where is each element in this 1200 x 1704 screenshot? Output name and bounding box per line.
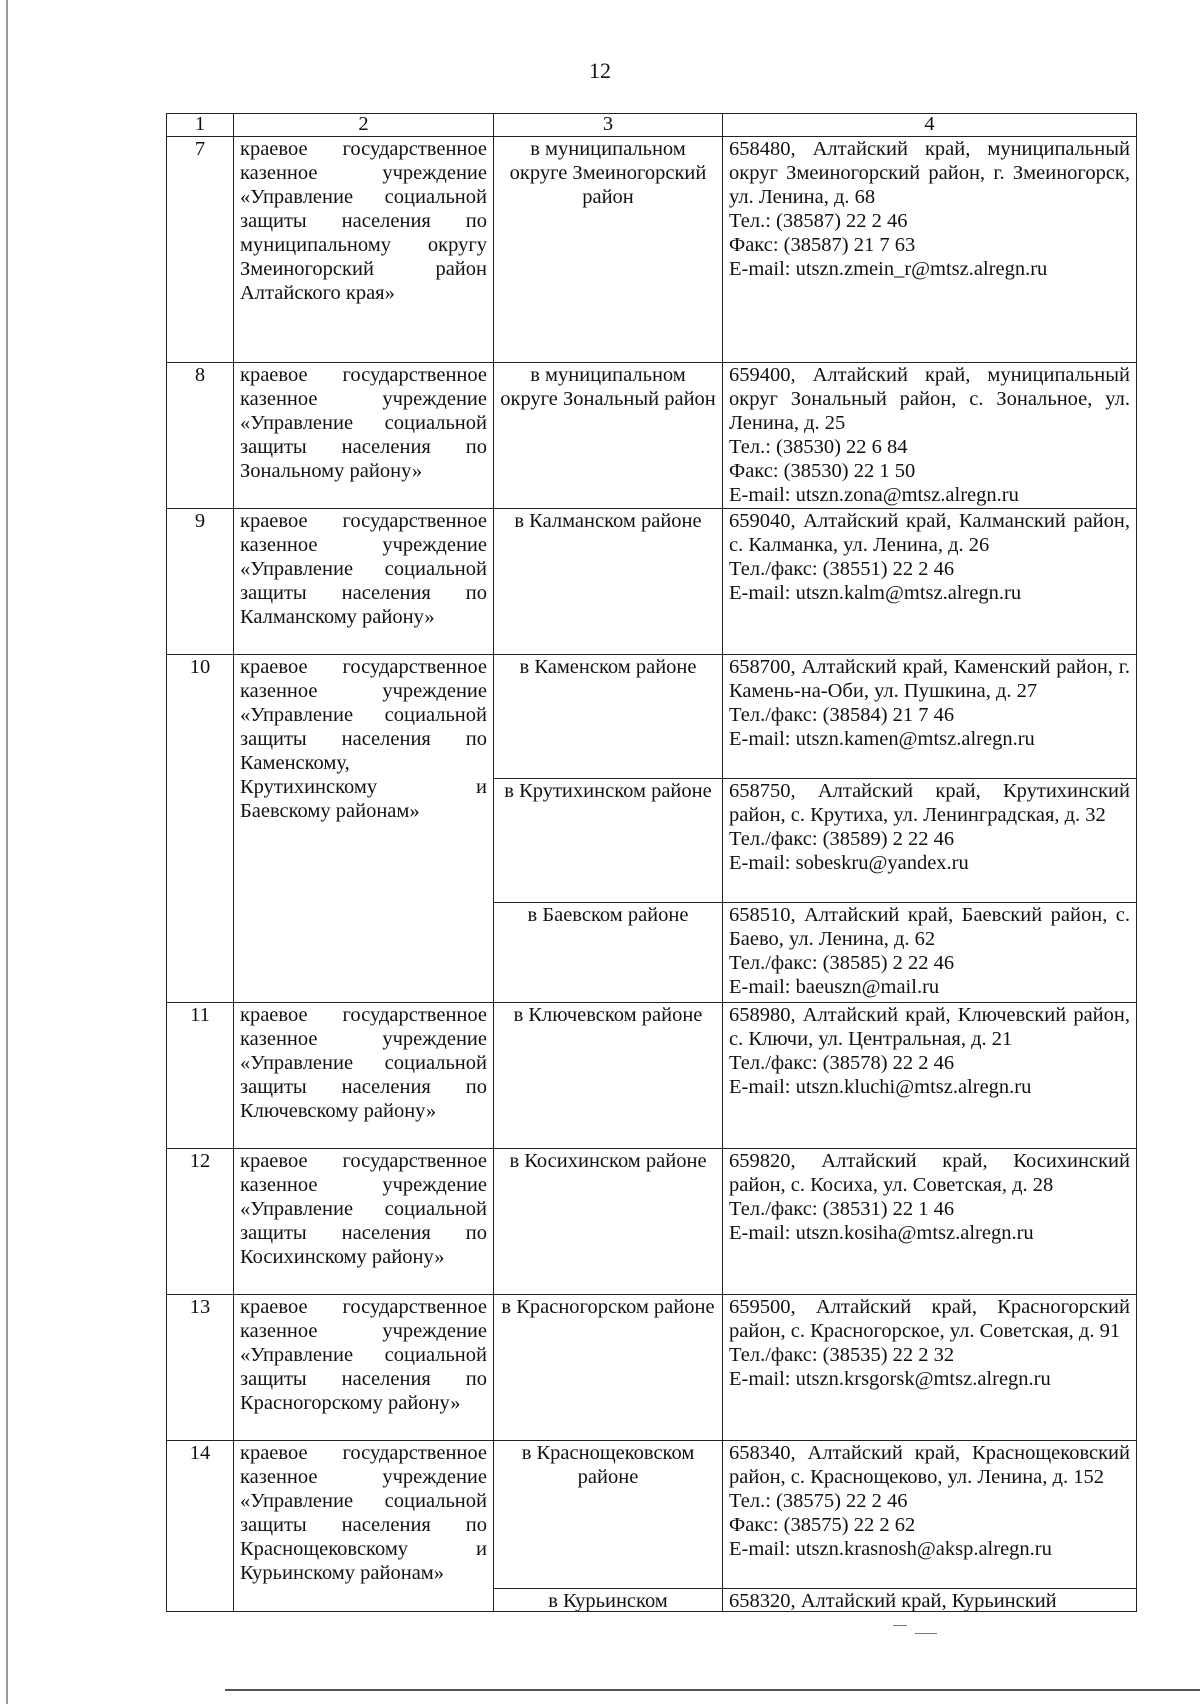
location-cell	[494, 1003, 723, 1149]
location-text: в Ключевском районе	[513, 1004, 703, 1026]
phone-text: Тел./факс: (38531) 22 1 46	[729, 1198, 955, 1220]
contact-cell	[723, 1589, 1137, 1612]
scan-speck	[915, 1633, 937, 1634]
contact-cell	[723, 779, 1137, 903]
phone-text: Тел.: (38530) 22 6 84	[729, 436, 908, 458]
contact-cell	[723, 363, 1137, 509]
fax-text: Факс: (38530) 22 1 50	[729, 460, 916, 482]
row-number-cell: 10	[167, 655, 234, 1003]
contact-cell	[723, 1003, 1137, 1149]
table-row	[167, 1295, 1137, 1441]
contact-lines	[729, 137, 1130, 281]
contact-cell	[723, 1295, 1137, 1441]
contact-lines	[729, 1589, 1130, 1611]
email-text: E-mail: sobeskru@yandex.ru	[729, 852, 969, 874]
location-text: в Краснощековском районе	[521, 1442, 695, 1488]
location-cell	[494, 1589, 723, 1612]
address-text: 659500, Алтайский край, Красногорский район, с. Красногорское, ул. Советская, д. 91	[729, 1296, 1130, 1342]
row-number-cell: 11	[167, 1003, 234, 1149]
left-margin-rule	[6, 0, 8, 1704]
contact-lines	[729, 655, 1130, 751]
email-text: E-mail: baeuszn@mail.ru	[729, 976, 940, 998]
contact-cell	[723, 1149, 1137, 1295]
address-text: 658980, Алтайский край, Ключевский район, с. Ключи, ул. Центральная, д. 21	[729, 1004, 1130, 1050]
location-cell	[494, 1441, 723, 1589]
email-text: E-mail: utszn.zmein_r@mtsz.alregn.ru	[729, 258, 1048, 280]
scan-speck	[893, 1625, 907, 1626]
table-row	[167, 363, 1137, 509]
address-text: 658480, Алтайский край, муниципальный округ Змеиногорский район, г. Змеиногорск, ул. Ленина, д. 68	[729, 138, 1130, 208]
email-text: E-mail: utszn.kalm@mtsz.alregn.ru	[729, 582, 1022, 604]
phone-text: Тел./факс: (38578) 22 2 46	[729, 1052, 955, 1074]
header-cell: 3	[494, 114, 723, 137]
contact-lines	[729, 363, 1130, 507]
address-text: 659400, Алтайский край, муниципальный округ Зональный район, с. Зональное, ул. Ленина, д. 25	[729, 364, 1130, 434]
fax-text: Факс: (38575) 22 2 62	[729, 1514, 916, 1536]
email-text: E-mail: utszn.krasnosh@aksp.alregn.ru	[729, 1538, 1052, 1560]
organization-cell: краевое государственное казенное учреждение «Управление социальной защиты населения по муниципальному округу Змеиногорский район Алтайского края»	[234, 137, 494, 363]
organization-cell: краевое государственное казенное учреждение «Управление социальной защиты населения по Косихинскому району»	[234, 1149, 494, 1295]
organization-cell: краевое государственное казенное учреждение «Управление социальной защиты населения по Ключевскому району»	[234, 1003, 494, 1149]
contact-cell	[723, 1441, 1137, 1589]
organization-cell: краевое государственное казенное учреждение «Управление социальной защиты населения по Калманскому району»	[234, 509, 494, 655]
row-number-cell: 13	[167, 1295, 234, 1441]
phone-text: Тел.: (38587) 22 2 46	[729, 210, 908, 232]
location-text: в Калманском районе	[514, 510, 702, 532]
organization-cell: краевое государственное казенное учреждение «Управление социальной защиты населения по Красногорскому району»	[234, 1295, 494, 1441]
location-text: в муниципальном округе Змеиногорский район	[509, 138, 707, 208]
address-text: 658750, Алтайский край, Крутихинский район, с. Крутиха, ул. Ленинградская, д. 32	[729, 780, 1130, 826]
location-cell	[494, 1149, 723, 1295]
contact-cell	[723, 655, 1137, 779]
contact-lines	[729, 509, 1130, 605]
contact-cell	[723, 137, 1137, 363]
contact-lines	[729, 779, 1130, 875]
bottom-rule	[225, 1689, 1200, 1691]
location-text: в Каменском районе	[519, 656, 697, 678]
organization-cell: краевое государственное казенное учреждение «Управление социальной защиты населения по Каменскому, Крутихинскому и Баевскому районам»	[234, 655, 494, 1003]
phone-text: Тел./факс: (38551) 22 2 46	[729, 558, 955, 580]
location-text: в Красногорском районе	[501, 1296, 715, 1318]
contact-lines	[729, 1441, 1130, 1561]
header-cell: 2	[234, 114, 494, 137]
fax-text: Факс: (38587) 21 7 63	[729, 234, 916, 256]
location-text: в Косихинском районе	[509, 1150, 707, 1172]
table-header-row	[167, 114, 1137, 137]
table-row	[167, 509, 1137, 655]
address-text: 658510, Алтайский край, Баевский район, с. Баево, ул. Ленина, д. 62	[729, 904, 1130, 950]
location-cell	[494, 779, 723, 903]
location-text: в Баевском районе	[527, 904, 689, 926]
contact-lines	[729, 1295, 1130, 1391]
location-cell	[494, 509, 723, 655]
location-text: в Курьинском	[548, 1590, 668, 1611]
contact-lines	[729, 1003, 1130, 1099]
organization-cell: краевое государственное казенное учреждение «Управление социальной защиты населения по Краснощековскому и Курьинскому районам»	[234, 1441, 494, 1612]
address-text: 659040, Алтайский край, Калманский район, с. Калманка, ул. Ленина, д. 26	[729, 510, 1130, 556]
page-number: 12	[589, 58, 611, 83]
contact-cell	[723, 903, 1137, 1003]
email-text: E-mail: utszn.kluchi@mtsz.alregn.ru	[729, 1076, 1032, 1098]
table-row	[167, 1441, 1137, 1589]
header-cell: 4	[723, 114, 1137, 137]
location-text: в муниципальном округе Зональный район	[500, 364, 716, 410]
organization-cell: краевое государственное казенное учреждение «Управление социальной защиты населения по Зональному району»	[234, 363, 494, 509]
address-text: 658340, Алтайский край, Краснощековский район, с. Краснощеково, ул. Ленина, д. 152	[729, 1442, 1130, 1488]
row-number-cell: 8	[167, 363, 234, 509]
phone-text: Тел./факс: (38585) 2 22 46	[729, 952, 955, 974]
email-text: E-mail: utszn.zona@mtsz.alregn.ru	[729, 484, 1019, 506]
table-body	[167, 137, 1137, 1612]
address-text: 658320, Алтайский край, Курьинский	[729, 1590, 1057, 1611]
location-cell	[494, 1295, 723, 1441]
location-cell	[494, 137, 723, 363]
row-number-cell: 12	[167, 1149, 234, 1295]
table-row	[167, 1003, 1137, 1149]
email-text: E-mail: utszn.krsgorsk@mtsz.alregn.ru	[729, 1368, 1051, 1390]
table-row	[167, 655, 1137, 779]
phone-text: Тел./факс: (38584) 21 7 46	[729, 704, 955, 726]
table-row	[167, 137, 1137, 363]
phone-text: Тел.: (38575) 22 2 46	[729, 1490, 908, 1512]
contact-lines	[729, 903, 1130, 999]
location-cell	[494, 655, 723, 779]
email-text: E-mail: utszn.kosiha@mtsz.alregn.ru	[729, 1222, 1034, 1244]
location-cell	[494, 903, 723, 1003]
phone-text: Тел./факс: (38535) 22 2 32	[729, 1344, 955, 1366]
header-cell: 1	[167, 114, 234, 137]
email-text: E-mail: utszn.kamen@mtsz.alregn.ru	[729, 728, 1035, 750]
location-text: в Крутихинском районе	[504, 780, 712, 802]
contact-lines	[729, 1149, 1130, 1245]
contact-cell	[723, 509, 1137, 655]
row-number-cell: 14	[167, 1441, 234, 1612]
institutions-table	[166, 113, 1137, 1612]
row-number-cell: 9	[167, 509, 234, 655]
phone-text: Тел./факс: (38589) 2 22 46	[729, 828, 955, 850]
address-text: 659820, Алтайский край, Косихинский район, с. Косиха, ул. Советская, д. 28	[729, 1150, 1130, 1196]
address-text: 658700, Алтайский край, Каменский район, г. Камень-на-Оби, ул. Пушкина, д. 27	[729, 656, 1130, 702]
table-row	[167, 1149, 1137, 1295]
row-number-cell: 7	[167, 137, 234, 363]
location-cell	[494, 363, 723, 509]
